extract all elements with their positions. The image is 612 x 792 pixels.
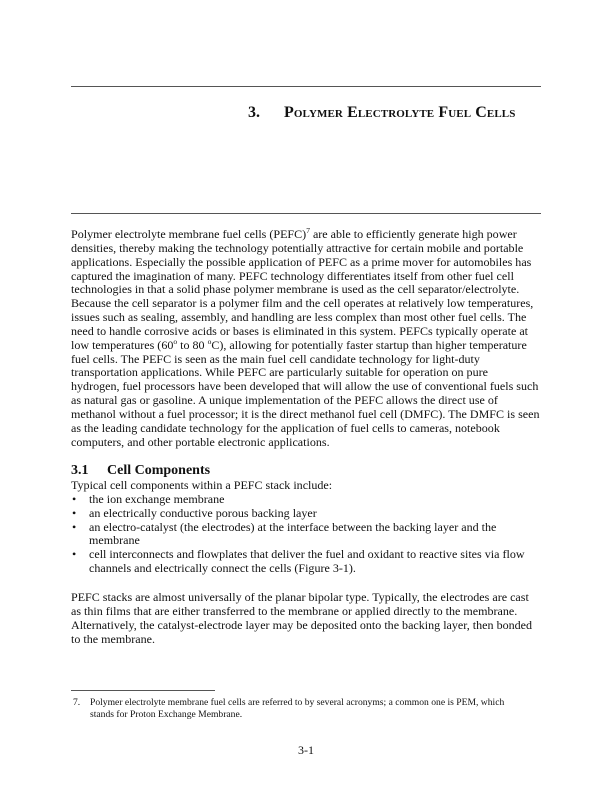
heading-bottom-rule bbox=[71, 213, 541, 214]
footnote-line: Polymer electrolyte membrane fuel cells are referred to by several acronyms; a common one is PEM, which bbox=[90, 697, 505, 708]
list-item: • an electro-catalyst (the electrodes) at the interface between the backing layer and the membrane bbox=[72, 519, 497, 548]
text-line: Because the cell separator is a polymer film and the cell operates at relatively low temperatures, bbox=[71, 296, 534, 311]
text-line: PEFC stacks are almost universally of the planar bipolar type. Typically, the electrodes are cast bbox=[71, 590, 529, 604]
section-heading bbox=[71, 463, 210, 479]
footnote-separator bbox=[71, 690, 215, 691]
footnote-number: 7. bbox=[73, 697, 81, 708]
page-number: 3-1 bbox=[298, 743, 314, 757]
section-title: Cell Components bbox=[107, 463, 211, 478]
text-line: Alternatively, the catalyst-electrode layer may be deposited onto the backing layer, then bonded bbox=[71, 617, 533, 632]
text-line: methanol without a fuel processor; it is the direct methanol fuel cell (DMFC). The DMFC is seen bbox=[71, 406, 540, 421]
text-line: computers, and other portable electronic applications. bbox=[71, 434, 330, 449]
list-item: • the ion exchange membrane bbox=[72, 491, 225, 506]
text-line: issues such as sealing, assembly, and handling are less complex than most other fuel cells. The bbox=[71, 310, 527, 325]
text-line: hydrogen, fuel processors have been developed that will allow the use of conventional fuels such bbox=[71, 379, 539, 394]
degree-symbol: o bbox=[207, 336, 212, 346]
text-line: low temperatures (60$^o$ to 80 $^o$C), allowing for potentially faster startup than higher temperature bbox=[71, 336, 527, 352]
bullet-icon: • bbox=[72, 491, 77, 506]
top-rule bbox=[71, 86, 541, 87]
list-item: • cell interconnects and flowplates that deliver the fuel and oxidant to reactive sites via flow channels and electrically connect the cells (Figure 3-1). bbox=[72, 547, 525, 576]
chapter-title: Polymer Electrolyte Fuel Cells bbox=[284, 104, 516, 121]
footnote bbox=[73, 697, 543, 722]
intro-paragraph bbox=[71, 228, 543, 450]
bullet-icon: • bbox=[72, 519, 77, 534]
text-line: densities, thereby making the technology potentially attractive for certain mobile and portable bbox=[71, 240, 524, 255]
section-number: 3.1 bbox=[71, 463, 89, 478]
degree-symbol: o bbox=[173, 336, 178, 346]
chapter-number: 3. bbox=[248, 104, 260, 121]
text-line: as the leading candidate technology for the application of fuel cells to cameras, notebook bbox=[71, 420, 500, 435]
text-line: fuel cells. The PEFC is seen as the main fuel cell candidate technology for light-duty bbox=[71, 351, 480, 366]
components-list-block bbox=[71, 479, 543, 576]
bullet-icon: • bbox=[72, 547, 77, 562]
list-lead: Typical cell components within a PEFC stack include: bbox=[71, 478, 333, 492]
text-line: to the membrane. bbox=[71, 631, 155, 646]
text-line: Polymer electrolyte membrane fuel cells (PEFC)$^7$ are able to efficiently generate high power bbox=[71, 226, 517, 241]
bullet-icon: • bbox=[72, 505, 77, 520]
text-line: as thin films that are either transferred to the membrane or applied directly to the membrane. bbox=[71, 603, 518, 618]
text-line: captured the imagination of many. PEFC technology differentiates itself from other fuel cell bbox=[71, 268, 514, 283]
text-line: need to handle corrosive acids or bases is eliminated in this system. PEFCs typically operate at bbox=[71, 323, 529, 338]
list-item: • an electrically conductive porous backing layer bbox=[72, 505, 317, 520]
text-line: technologies in that a solid phase polymer membrane is used as the cell separator/electrolyte. bbox=[71, 282, 520, 297]
text-line: transportation applications. While PEFC are particularly suitable for operation on pure bbox=[71, 365, 488, 380]
text-line: applications. Especially the possible application of PEFC as a prime mover for automobiles has bbox=[71, 254, 532, 269]
stacks-paragraph bbox=[71, 591, 543, 646]
footnote-line: stands for Proton Exchange Membrane. bbox=[90, 709, 243, 721]
chapter-heading bbox=[248, 104, 515, 122]
footnote-reference[interactable]: 7 bbox=[306, 226, 310, 235]
text-line: as natural gas or gasoline. A unique implementation of the PEFC allows the direct use of bbox=[71, 393, 498, 408]
